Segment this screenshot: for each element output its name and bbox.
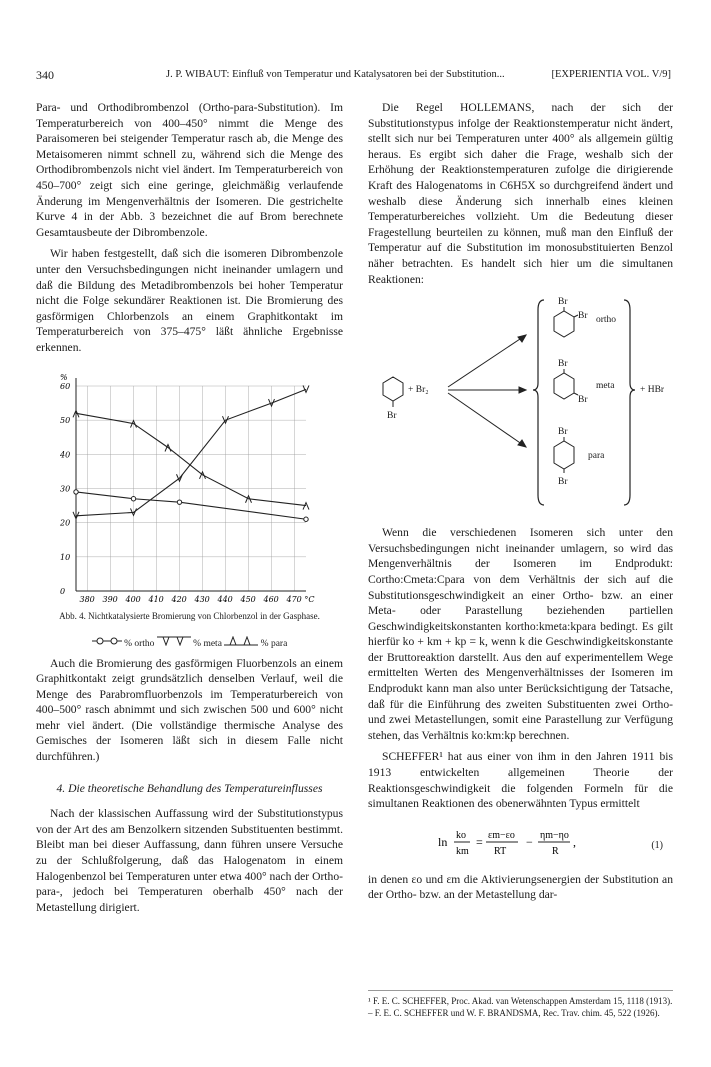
reaction-scheme-drawing [368,295,673,515]
point-ortho [177,499,181,503]
y-tick-label: 30 [60,484,71,493]
temperature-chart [36,366,343,611]
page-number: 340 [36,68,54,82]
chart-series [73,385,309,521]
meta-br-top: Br [558,359,568,370]
eq-equals: = [476,834,483,849]
point-meta [303,385,309,392]
para-br-top: Br [558,427,568,438]
brace-right [624,300,635,505]
journal-reference: [EXPERIENTIA VOL. V/9] [551,69,671,80]
ortho-br-side: Br [578,311,588,322]
x-tick-label: 470 °C [286,594,315,604]
eq-comma: , [573,834,576,849]
eq-frac1-den: RT [494,845,507,857]
plus-hbr-label: + HBr [640,385,665,396]
reaction-scheme [368,295,673,515]
eq-frac2-num: ηm−ηo [540,829,569,841]
y-tick-label: 60 [60,381,71,391]
x-tick-label: 430 [194,594,210,604]
paragraph: Die Regel HOLLEMANS, nach der sich der Substitutionstypus infolge der Reaktionstemperatur nicht ändert, stellt sich nur bei Temperaturen unter 400° als allgemein gültig heraus. Es ergibt sich daher die Frage, weshalb sich der Erhöhung der Reaktionstemperaturen zufolge die dirigierende Kraft des Halogenatoms in C6H5X so durchgreifend ändert und weshalb diese Änderung sich innerhalb eines kleinen Temperaturbereiches vollzieht. Um die Bedeutung dieser Fragestellung beurteilen zu können, muß man den Einfluß der Temperatur auf die Substitution im monosubstituierten Benzol näher betrachten. Es handelt sich hier um die simultanen Reaktionen: [368,101,673,286]
point-ortho [74,489,78,493]
x-tick-label: 420 [171,594,187,604]
meta-dibromobenzene [554,369,578,399]
bromobenzene-reactant [383,377,403,407]
equation-1 [368,818,673,866]
running-title: J. P. WIBAUT: Einfluß von Temperatur und Katalysatoren bei der Substitution... [166,69,505,80]
point-para [303,502,309,509]
legend-meta-symbol [157,636,191,646]
plus-br2-label: + Br₂ [408,385,429,396]
paragraph: Para- und Orthodibrombenzol (Ortho-para-Substitution). Im Temperaturbereich von 400–450° nimmt die Menge des Paraisomeren bei steigender Temperatur rasch ab, die Menge des Metaisomeren nimmt schnell zu, während sich die Menge des Orthodibrombenzols nicht viel ändert. Im Temperaturbereich von 450–700° zeigt sich eine geringe, gleichmäßig verlaufende Änderung im Mengenverhältnis der Isomeren. Die gestrichelte Kurve 4 in der Abb. 3 bezeichnet die auf Brom berechnete Gesamtausbeute der Dibrombenzole. [36,101,343,239]
legend-para-label: % para [260,638,288,649]
eq-ko: ko [456,829,466,841]
meta-br-side: Br [578,395,588,406]
y-tick-label: 0 [60,586,66,596]
paragraph: Wir haben festgestellt, daß sich die isomeren Dibrombenzole unter den Versuchsbedingungen nicht ineinander umlagern und daß die Bildung des Metadibrombenzols bei hoher Temperatur nicht die Folge sekundärer Reaktionen ist. Die Bromierung des gasförmigen Chlorbenzols an einem Graphitkontakt im Temperaturbereich von 375–475° läßt ähnliche Ergebnisse erkennen. [36,247,343,354]
y-axis-label: % [60,372,68,382]
para-dibromobenzene [554,437,574,473]
legend-ortho-label: % ortho [124,638,155,649]
x-tick-label: 390 [102,594,118,604]
eq-minus: − [526,834,533,849]
right-column [368,100,673,903]
figure-caption: Abb. 4. Nichtkatalysierte Bromierung von Chlorbenzol in der Gasphase. [59,610,320,621]
x-tick-label: 380 [79,594,95,604]
eq-km: km [456,845,469,857]
section-heading: 4. Die theoretische Behandlung des Temperatureinflusses [56,781,323,795]
eq-frac1-num: εm−εo [488,829,515,841]
y-tick-label: 50 [60,415,71,425]
eq-frac2-den: R [552,845,559,857]
point-ortho [131,496,135,500]
reaction-arrows [448,335,526,447]
y-tick-label: 40 [60,449,71,459]
legend-ortho-symbol [92,636,122,646]
ortho-label: ortho [596,315,617,326]
y-tick-label: 10 [60,552,71,562]
paragraph: Nach der klassischen Auffassung wird der Substitutionstypus von der Art des am Benzolkern sitzenden Substituenten bestimmt. Bleibt man bei dieser Auffassung, dann führen unsere Versuche zu der Schlußfolgerung, daß das Halogenatom in einem Halogenbenzol bei Temperaturen unter etwa 400° nach der Ortho-para-, jedoch bei Temperaturen oberhalb 450° nach der Metastellung dirigiert. [36,807,343,914]
paragraph: SCHEFFER¹ hat aus einer von ihm in den Jahren 1911 bis 1913 entwickelten allgemeinen Theorie der Reaktionsgeschwindigkeit die folgenden Formeln für die simultanen Reaktionen des obenerwähnten Typus ermittelt [368,750,673,811]
equation-drawing [368,818,673,866]
left-column [36,100,343,915]
ortho-dibromobenzene [554,307,578,337]
paragraph: Wenn die verschiedenen Isomeren sich unter den Versuchsbedingungen nicht ineinander umlagern, so wird das Mengenverhältnis der Isomeren im Endprodukt: Cortho:Cmeta:Cpara von dem Verhältnis der sich auf die Substitutionsgeschwindigkeit an einer Ortho- bzw. an einer Meta- oder Parastellung beziehenden partiellen Geschwindigkeitskonstanten kortho:kmeta:kpara bedingt. Es gilt hierfür ko + km + kp = k, wenn k die Geschwindigkeitskonstante der Bruttoreaktion darstellt. Aus den auf experimentellem Wege ermittelten Werten des Mengenverhältnisses der Isomeren im Endprodukt kann man also unter Berücksichtigung der Tatsache, daß für die Einführung des zweiten Substituenten zwei Ortho- und zwei Metastellungen, somit eine Parastellung zur Verfügung stehen, das Verhältnis ko:km:kp berechnen. [368,526,673,742]
legend-para-symbol [224,636,258,646]
reactant-br-label: Br [387,411,397,422]
x-tick-label: 450 [240,594,256,604]
x-tick-label: 400 [125,594,141,604]
ortho-br-top: Br [558,297,568,308]
y-tick-label: 20 [60,518,71,528]
meta-label: meta [596,381,615,392]
equation-number: (1) [651,839,663,851]
point-ortho [304,517,308,521]
para-label: para [588,451,605,462]
paragraph: in denen εo und εm die Aktivierungsenergien der Substitution an der Ortho- bzw. an der Metastellung dar- [368,872,673,902]
x-tick-label: 460 [263,594,279,604]
paragraph: Auch die Bromierung des gasförmigen Fluorbenzols an einem Graphitkontakt zeigt grundsätzlich denselben Verlauf, weil die Menge des Parabromfluorbenzols im Temperaturbereich von 400–500° rasch abnimmt und sich zwischen 500 und 600° nicht mehr viel ändert. (Die vollständige thermische Analyse des Gemisches der Isomeren läßt sich in diesem Falle nicht durchführen.) [36,656,343,764]
figure-legend [36,636,343,653]
x-tick-label: 410 [148,594,164,604]
legend-meta-label: % meta [193,638,222,649]
chart-grid [76,386,306,591]
footnote: ¹ F. E. C. SCHEFFER, Proc. Akad. van Wetenschappen Amsterdam 15, 1118 (1913). – F. E. C. SCHEFFER und W. F. BRANDSMA, Rec. Trav. chim. 45, 522 (1926). [368,990,673,1019]
figure-abb-4 [36,366,343,656]
x-tick-label: 440 [217,594,233,604]
brace-left [533,300,544,505]
eq-ln: ln [438,834,448,849]
para-br-bottom: Br [558,477,568,488]
